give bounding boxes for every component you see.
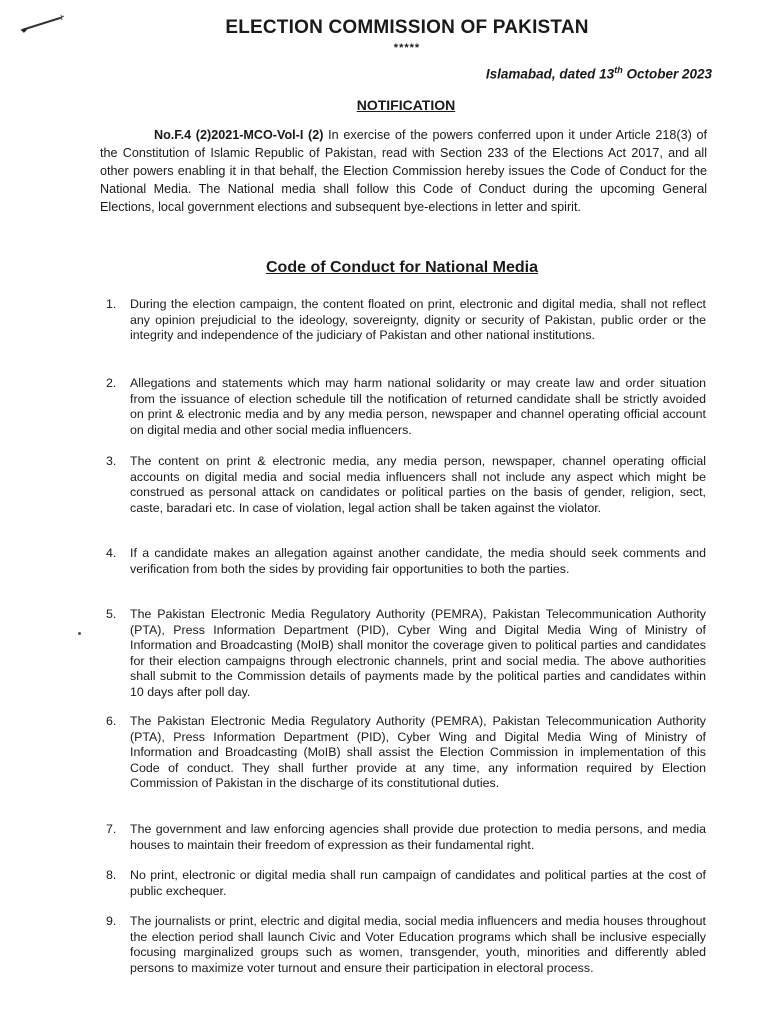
clause-item bbox=[106, 546, 706, 577]
clause-text: The content on print & electronic media, any media person, newspaper, channel operating official accounts on digital media and social media influencers shall not include any aspect which might be construed as personal attack on candidates or political parties on the basis of gender, religion, sect, caste, baradari etc. In case of violation, legal action shall be taken against the violator. bbox=[130, 454, 706, 515]
date-superscript: th bbox=[614, 65, 623, 75]
clause-text: Allegations and statements which may harm national solidarity or may create law and order situation from the issuance of election schedule till the notification of returned candidate shall be strictly avoided on print & electronic media and by any media person, newspaper and channel operating official account on digital media and other social media influencers. bbox=[130, 376, 706, 437]
clause-number: 9. bbox=[106, 914, 117, 928]
reference-number: No.F.4 (2)2021-MCO-Vol-I (2) bbox=[154, 128, 324, 142]
clause-number: 7. bbox=[106, 822, 117, 836]
clause-text: The journalists or print, electric and digital media, social media influencers and media houses throughout the election period shall launch Civic and Voter Education programs which shall be inclusive especially focusing marginalized groups such as women, transgender, youth, minorities and differently abled persons to maximize voter turnout and ensure their participation in electoral process. bbox=[130, 914, 706, 975]
clause-item bbox=[106, 714, 706, 792]
clause-item bbox=[106, 297, 706, 344]
clause-number: 1. bbox=[106, 297, 117, 311]
dateline bbox=[486, 65, 712, 82]
clause-text: The government and law enforcing agencies shall provide due protection to media persons, and media houses to maintain their freedom of expression as their fundamental right. bbox=[130, 822, 706, 852]
clause-text: During the election campaign, the content floated on print, electronic and digital media, shall not reflect any opinion prejudicial to the ideology, sovereignty, dignity or security of Pakistan, public order or the integrity and independence of the judiciary of Pakistan and other national institutions. bbox=[130, 297, 706, 343]
clause-item bbox=[106, 607, 706, 701]
clause-number: 2. bbox=[106, 376, 117, 390]
title-separator: ***** bbox=[393, 42, 421, 54]
clause-number: 6. bbox=[106, 714, 117, 728]
clause-item bbox=[106, 454, 706, 516]
clause-item bbox=[106, 376, 706, 438]
clause-item bbox=[106, 868, 706, 899]
notification-text: In exercise of the powers conferred upon it under Article 218(3) of the Constitution of Islamic Republic of Pakistan, read with Section 233 of the Elections Act 2017, and all other powers enabling it in that behalf, the Election Commission hereby issues the Code of Conduct for the National Media. The National media shall follow this Code of Conduct during the upcoming General Elections, local government elections and subsequent bye-elections in letter and spirit. bbox=[100, 128, 707, 215]
date-suffix: October 2023 bbox=[622, 66, 712, 82]
notification-heading: NOTIFICATION bbox=[356, 97, 456, 113]
scan-speck bbox=[78, 632, 81, 635]
clause-number: 5. bbox=[106, 607, 117, 621]
clause-number: 4. bbox=[106, 546, 117, 560]
clause-text: The Pakistan Electronic Media Regulatory Authority (PEMRA), Pakistan Telecommunication Authority (PTA), Press Information Department (PID), Cyber Wing and Digital Media Wing of Ministry of Information and Broadcasting (MoIB) shall assist the Election Commission in implementation of this Code of conduct. They shall further provide at any time, any information required by Election Commission of Pakistan in the discharge of its constitutional duties. bbox=[130, 714, 706, 791]
clause-number: 8. bbox=[106, 868, 117, 882]
clause-item bbox=[106, 822, 706, 853]
clause-item bbox=[106, 914, 706, 976]
code-heading: Code of Conduct for National Media bbox=[266, 259, 538, 276]
notification-body bbox=[100, 126, 707, 216]
clause-text: If a candidate makes an allegation against another candidate, the media should seek comments and verification from both the sides by providing fair opportunities to both the parties. bbox=[130, 546, 706, 576]
clause-number: 3. bbox=[106, 454, 117, 468]
page-title: ELECTION COMMISSION OF PAKISTAN bbox=[225, 17, 589, 38]
date-prefix: Islamabad, dated 13 bbox=[485, 66, 615, 82]
clause-text: No print, electronic or digital media shall run campaign of candidates and political parties at the cost of public exchequer. bbox=[130, 868, 706, 898]
clause-text: The Pakistan Electronic Media Regulatory Authority (PEMRA), Pakistan Telecommunication Authority (PTA), Press Information Department (PID), Cyber Wing and Digital Media Wing of Ministry of Information and Broadcasting (MoIB) shall monitor the coverage given to political parties and candidates for their election campaigns through electronic channels, print and social media. The above authorities shall submit to the Commission details of payments made by the political parties and candidates within 10 days after poll day. bbox=[130, 607, 706, 699]
